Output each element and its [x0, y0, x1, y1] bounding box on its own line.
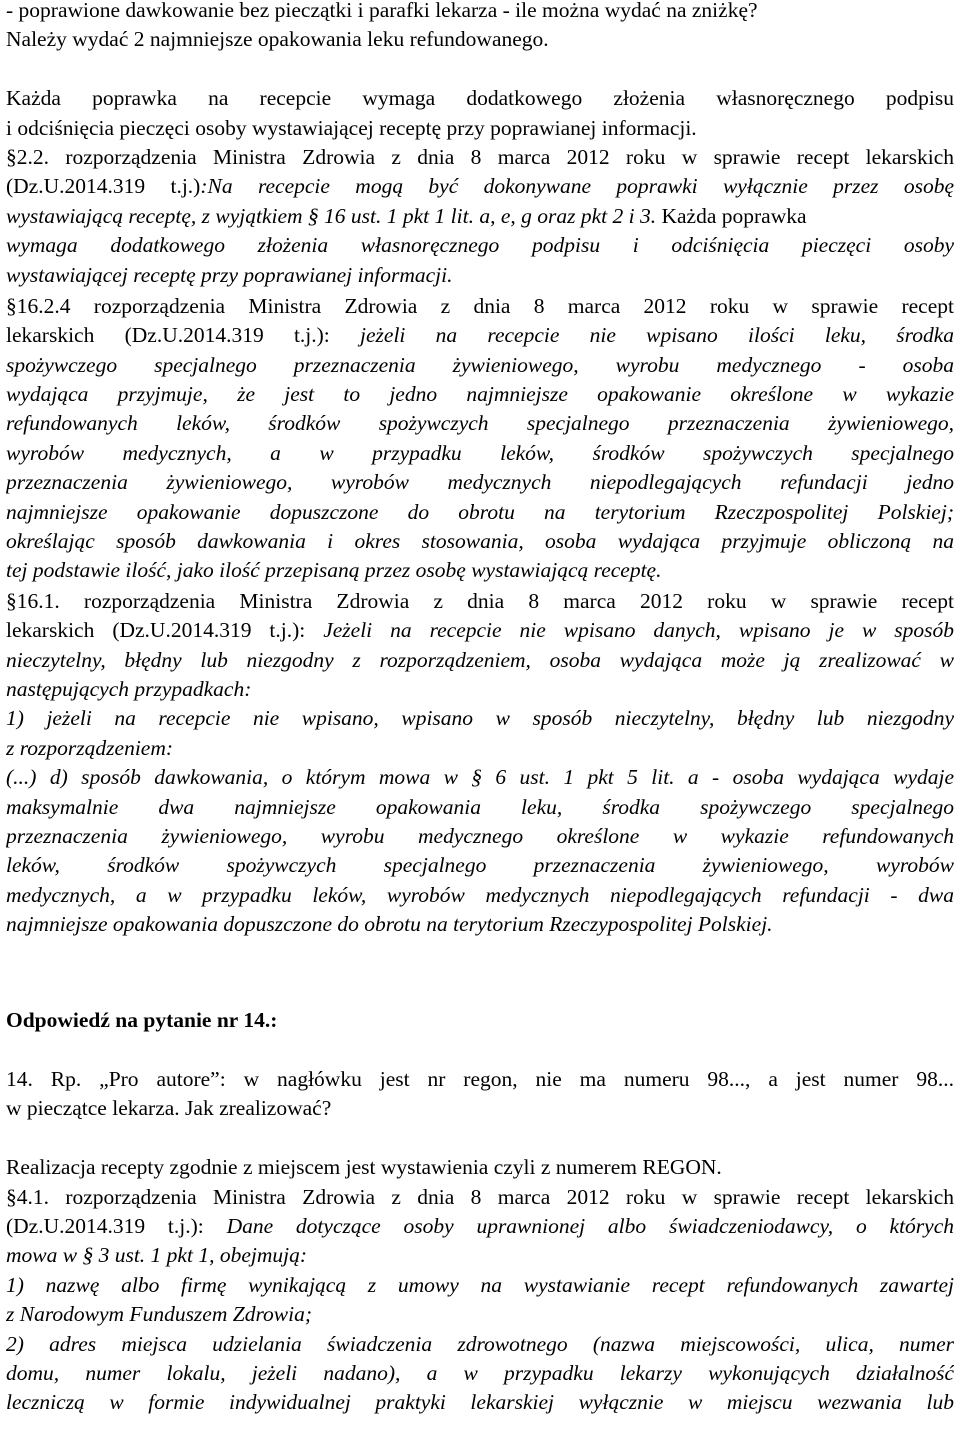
quoted-text: leczniczą w formie indywidualnej praktyki lekarskiej wyłącznie w miejscu wezwania lub: [6, 1390, 954, 1415]
text-line: [6, 468, 954, 497]
text-span: Należy wydać 2 najmniejsze opakowania leku refundowanego.: [6, 27, 549, 52]
quoted-text: wystawiającej receptę przy poprawianej informacji.: [6, 262, 453, 287]
quoted-text: 1) jeżeli na recepcie nie wpisano, wpisano w sposób nieczytelny, błędny lub niezgodny: [6, 706, 954, 731]
quoted-text: wyrobów medycznych, a w przypadku leków, środków spożywczych specjalnego: [6, 440, 954, 465]
text-line: [6, 616, 954, 645]
text-line: [6, 793, 954, 822]
quoted-text: refundowanych leków, środków spożywczych specjalnego przeznaczenia żywieniowego,: [6, 411, 954, 436]
text-span: i odciśnięcia pieczęci osoby wystawiającej receptę przy poprawianej informacji.: [6, 115, 697, 140]
text-span: Każda poprawka na recepcie wymaga dodatkowego złożenia własnoręcznego podpisu: [6, 86, 954, 111]
quoted-text: z rozporządzeniem:: [6, 735, 174, 760]
text-line: [6, 881, 954, 910]
quoted-text: następujących przypadkach:: [6, 676, 252, 701]
text-line: [6, 114, 954, 143]
text-line: [6, 409, 954, 438]
answer-section: [6, 1006, 954, 1417]
text-span: Każda poprawka: [661, 203, 807, 228]
text-line: [6, 763, 954, 792]
text-line: [6, 321, 954, 350]
quoted-text: :Na recepcie mogą być dokonywane poprawki wyłącznie przez osobę: [200, 174, 954, 199]
text-line: [6, 498, 954, 527]
text-line: [6, 1153, 954, 1182]
quoted-text: określając sposób dawkowania i okres stosowania, osoba wydająca przyjmuje obliczoną na: [6, 529, 954, 554]
regulation-quote: [6, 587, 954, 940]
quoted-text: Jeżeli na recepcie nie wpisano danych, wpisano je w sposób: [323, 618, 954, 643]
text-line: [6, 1300, 954, 1329]
text-line: [6, 351, 954, 380]
spacer: [6, 941, 954, 1000]
quoted-text: wymaga dodatkowego złożenia własnoręcznego podpisu i odciśnięcia pieczęci osoby: [6, 233, 954, 258]
text-span: lekarskich (Dz.U.2014.319 t.j.):: [6, 323, 361, 348]
text-line: [6, 1183, 954, 1212]
quoted-text: maksymalnie dwa najmniejsze opakowania leku, środka spożywczego specjalnego: [6, 794, 954, 819]
text-line: [6, 143, 954, 172]
text-span: 14. Rp. „Pro autore”: w nagłówku jest nr regon, nie ma numeru 98..., a jest numer 98...: [6, 1067, 954, 1092]
text-line: [6, 1271, 954, 1300]
text-span: Realizacja recepty zgodnie z miejscem jest wystawienia czyli z numerem REGON.: [6, 1155, 722, 1180]
text-line: [6, 1094, 954, 1123]
quoted-text: nieczytelny, błędny lub niezgodny z rozporządzeniem, osoba wydająca może ją zrealizować w: [6, 647, 954, 672]
text-span: - poprawione dawkowanie bez pieczątki i parafki lekarza - ile można wydać na zniżkę?: [6, 0, 758, 22]
quoted-text: domu, numer lokalu, jeżeli nadano), a w przypadku lekarzy wykonujących działalność: [6, 1360, 954, 1385]
text-line: [6, 851, 954, 880]
text-line: [6, 1065, 954, 1094]
quoted-text: przeznaczenia żywieniowego, wyrobów medycznych niepodlegających refundacji jedno: [6, 470, 954, 495]
text-line: [6, 172, 954, 201]
text-line: [6, 1388, 954, 1417]
quoted-text: przeznaczenia żywieniowego, wyrobu medycznego określone w wykazie refundowanych: [6, 823, 954, 848]
text-line: [6, 0, 954, 25]
paragraph-group: [6, 0, 954, 143]
text-line: [6, 556, 954, 585]
text-line: [6, 675, 954, 704]
text-line: [6, 202, 954, 231]
text-line: [6, 231, 954, 260]
quoted-text: leków, środków spożywczych specjalnego przeznaczenia żywieniowego, wyrobów: [6, 853, 954, 878]
text-span: (Dz.U.2014.319 t.j.): [6, 174, 201, 199]
text-line: [6, 84, 954, 113]
text-span: §16.2.4 rozporządzenia Ministra Zdrowia z dnia 8 marca 2012 roku w sprawie recept: [6, 293, 954, 318]
quoted-text: najmniejsze opakowania dopuszczone do obrotu na terytorium Rzeczypospolitej Polskiej.: [6, 912, 773, 937]
blank-line: [6, 1036, 954, 1065]
text-line: [6, 704, 954, 733]
text-line: [6, 734, 954, 763]
text-span: (Dz.U.2014.319 t.j.):: [6, 1214, 227, 1239]
text-span: lekarskich (Dz.U.2014.319 t.j.):: [6, 618, 324, 643]
text-line: [6, 1212, 954, 1241]
quoted-text: Dane dotyczące osoby uprawnionej albo świadczeniodawcy, o których: [226, 1214, 954, 1239]
regulation-quote: [6, 292, 954, 586]
text-line: [6, 25, 954, 54]
text-line: [6, 587, 954, 616]
quoted-text: jeżeli na recepcie nie wpisano ilości leku, środka: [360, 323, 954, 348]
regulation-quote: [6, 143, 954, 290]
text-line: [6, 292, 954, 321]
quoted-text: (...) d) sposób dawkowania, o którym mowa w § 6 ust. 1 pkt 5 lit. a - osoba wydająca wydaje: [6, 765, 954, 790]
text-span: §2.2. rozporządzenia Ministra Zdrowia z dnia 8 marca 2012 roku w sprawie recept lekarskich: [6, 144, 954, 169]
text-line: [6, 527, 954, 556]
quoted-text: 2) adres miejsca udzielania świadczenia zdrowotnego (nazwa miejscowości, ulica, numer: [6, 1331, 954, 1356]
quoted-text: wydająca przyjmuje, że jest to jedno najmniejsze opakowanie określone w wykazie: [6, 382, 954, 407]
blank-line: [6, 1124, 954, 1153]
text-line: [6, 910, 954, 939]
quoted-text: 1) nazwę albo firmę wynikającą z umowy na wystawianie recept refundowanych zawartej: [6, 1272, 954, 1297]
text-line: [6, 646, 954, 675]
text-line: [6, 261, 954, 290]
text-span: w pieczątce lekarza. Jak zrealizować?: [6, 1096, 332, 1121]
section-heading: Odpowiedź na pytanie nr 14.:: [6, 1008, 278, 1033]
blank-line: [6, 55, 954, 84]
quoted-text: najmniejsze opakowanie dopuszczone do obrotu na terytorium Rzeczpospolitej Polskiej;: [6, 499, 954, 524]
quoted-text: spożywczego specjalnego przeznaczenia żywieniowego, wyrobu medycznego - osoba: [6, 352, 954, 377]
text-span: §4.1. rozporządzenia Ministra Zdrowia z dnia 8 marca 2012 roku w sprawie recept lekarskich: [6, 1184, 954, 1209]
quoted-text: z Narodowym Funduszem Zdrowia;: [6, 1302, 312, 1327]
quoted-text: mowa w § 3 ust. 1 pkt 1, obejmują:: [6, 1243, 307, 1268]
quoted-text: medycznych, a w przypadku leków, wyrobów medycznych niepodlegających refundacji - dwa: [6, 882, 954, 907]
text-line: [6, 1330, 954, 1359]
text-line: [6, 1241, 954, 1270]
text-line: [6, 1359, 954, 1388]
text-line: [6, 380, 954, 409]
text-line: [6, 439, 954, 468]
text-line: [6, 1006, 954, 1035]
text-line: [6, 822, 954, 851]
quoted-text: wystawiającą receptę, z wyjątkiem § 16 ust. 1 pkt 1 lit. a, e, g oraz pkt 2 i 3.: [6, 203, 662, 228]
text-span: §16.1. rozporządzenia Ministra Zdrowia z dnia 8 marca 2012 roku w sprawie recept: [6, 588, 954, 613]
quoted-text: tej podstawie ilość, jako ilość przepisaną przez osobę wystawiającą receptę.: [6, 558, 662, 583]
